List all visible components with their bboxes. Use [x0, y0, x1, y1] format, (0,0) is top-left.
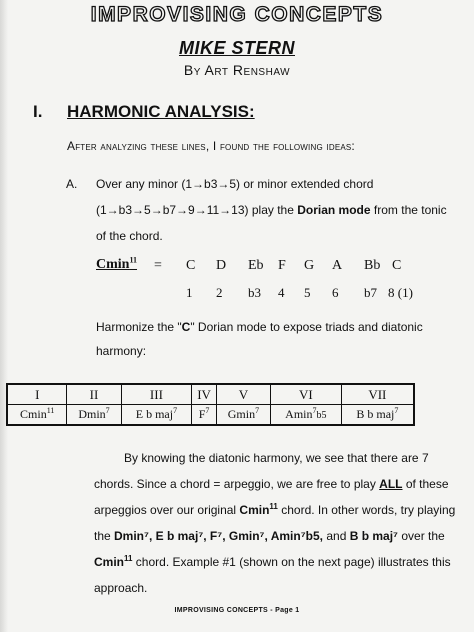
item-a-line3: of the chord. [96, 229, 163, 243]
table-row-numerals [7, 384, 414, 405]
chord-base: Amin [285, 407, 313, 421]
scale-note: D [216, 258, 227, 273]
chord-sup: 7 [255, 406, 260, 415]
chord-base: Gmin [227, 407, 256, 421]
scale-chord-label [96, 257, 137, 273]
scale-chord-base: Cmin [96, 257, 130, 272]
chord-base: B b maj [356, 407, 395, 421]
table-chord-cell [192, 405, 217, 426]
chord-base: Cmin [20, 407, 47, 421]
chord-base: E b maj [135, 407, 174, 421]
chord-base: Dmin [78, 407, 106, 421]
harmonize-post: " Dorian mode to expose triads and diatonic [190, 320, 423, 334]
page-title: IMPROVISING CONCEPTS [90, 3, 384, 26]
chord-sup: 7 [205, 406, 210, 415]
table-numeral-cell: VI [270, 384, 341, 405]
item-a-line2-pre: (1→b3→5→b7→9→11→13) play the [96, 203, 298, 217]
table-chord-cell [121, 405, 192, 426]
scan-shadow [0, 0, 8, 632]
table-chord-cell [341, 405, 414, 426]
scale-degree: 2 [216, 285, 223, 300]
harmonize-line1 [96, 320, 423, 334]
chord-tail: b5 [316, 410, 327, 421]
para-l4-mid: and [323, 529, 350, 543]
table-numeral-cell: VII [341, 384, 414, 405]
scale-degree: 8 (1) [388, 285, 413, 300]
intro-text: After analyzing these lines, I found the following ideas: [67, 139, 355, 153]
section-title: HARMONIC ANALYSIS: [67, 102, 255, 121]
table-numeral-cell: I [7, 384, 67, 405]
section-number: I. [33, 102, 43, 121]
chord-base: F [198, 407, 206, 421]
chord-sup: 11 [46, 406, 55, 415]
table-numeral-cell: II [67, 384, 121, 405]
scale-note: F [278, 258, 286, 273]
scale-note: Eb [248, 258, 264, 273]
para-line5 [94, 555, 451, 569]
para-line6: approach. [94, 581, 148, 595]
byline: By Art Renshaw [183, 62, 291, 78]
para-l3-bold: Cmin [239, 503, 270, 517]
para-l2-post: of these [402, 477, 449, 491]
para-l4-post: over the [398, 529, 445, 543]
scale-note: G [304, 258, 315, 273]
para-l3-post: chord. In other words, try playing [277, 503, 456, 517]
table-numeral-cell: IV [192, 384, 217, 405]
chord-sup: 7 [173, 406, 178, 415]
diatonic-harmony-table [6, 383, 415, 426]
para-line1: By knowing the diatonic harmony, we see that there are 7 [124, 451, 429, 465]
scale-degree: 6 [332, 285, 339, 300]
table-chord-cell [67, 405, 121, 426]
scale-degree: 4 [278, 285, 285, 300]
table-chord-cell [7, 405, 67, 426]
item-a-line2-post: from the tonic [370, 203, 447, 217]
para-l2-pre: chords. Since a chord = arpeggio, we are free to play [94, 477, 380, 491]
para-l4-bold: Dmin⁷, E b maj⁷, F⁷, Gmin⁷, Amin⁷b5, [114, 529, 324, 543]
author-name: MIKE STERN [178, 38, 295, 58]
chord-sup: 7 [105, 406, 110, 415]
para-l2-bold: ALL [379, 477, 403, 491]
item-a-line2 [96, 203, 447, 217]
para-l5-post: chord. Example #1 (shown on the next page) illustrates this [132, 555, 451, 569]
item-letter: A. [66, 177, 78, 191]
table-row-chords [7, 405, 414, 426]
table-chord-cell [270, 405, 341, 426]
scale-note: Bb [364, 258, 381, 273]
table-chord-cell [216, 405, 270, 426]
harmonize-bold: C [181, 320, 191, 334]
para-l5-sup: 11 [124, 554, 133, 563]
para-l4-bold2: B b maj⁷ [349, 529, 399, 543]
para-l4-pre: the [94, 529, 115, 543]
harmonize-line2: harmony: [96, 344, 147, 358]
scale-degree: b3 [248, 285, 261, 300]
para-l3-pre: arpeggios over our original [94, 503, 240, 517]
scale-note: A [332, 258, 343, 273]
para-line3 [94, 503, 455, 517]
para-line4 [94, 529, 445, 543]
scale-degree: 5 [304, 285, 311, 300]
page-footer: IMPROVISING CONCEPTS - Page 1 [174, 607, 300, 614]
scale-equals: = [154, 258, 162, 273]
para-l3-sup: 11 [269, 502, 278, 511]
item-a-line2-bold: Dorian mode [297, 203, 371, 217]
scale-chord-sup: 11 [129, 255, 138, 265]
scale-note: C [392, 258, 402, 273]
table-numeral-cell: III [121, 384, 192, 405]
para-line2 [94, 477, 449, 491]
item-a-line1: Over any minor (1→b3→5) or minor extended chord [96, 177, 374, 191]
harmonize-pre: Harmonize the " [96, 320, 182, 334]
chord-sup: 7 [394, 406, 399, 415]
chord-sup: 7 [312, 406, 317, 415]
table-numeral-cell: V [216, 384, 270, 405]
scale-degree: 1 [186, 285, 193, 300]
scale-degree: b7 [364, 285, 377, 300]
scale-note: C [186, 258, 196, 273]
para-l5-bold: Cmin [94, 555, 124, 569]
